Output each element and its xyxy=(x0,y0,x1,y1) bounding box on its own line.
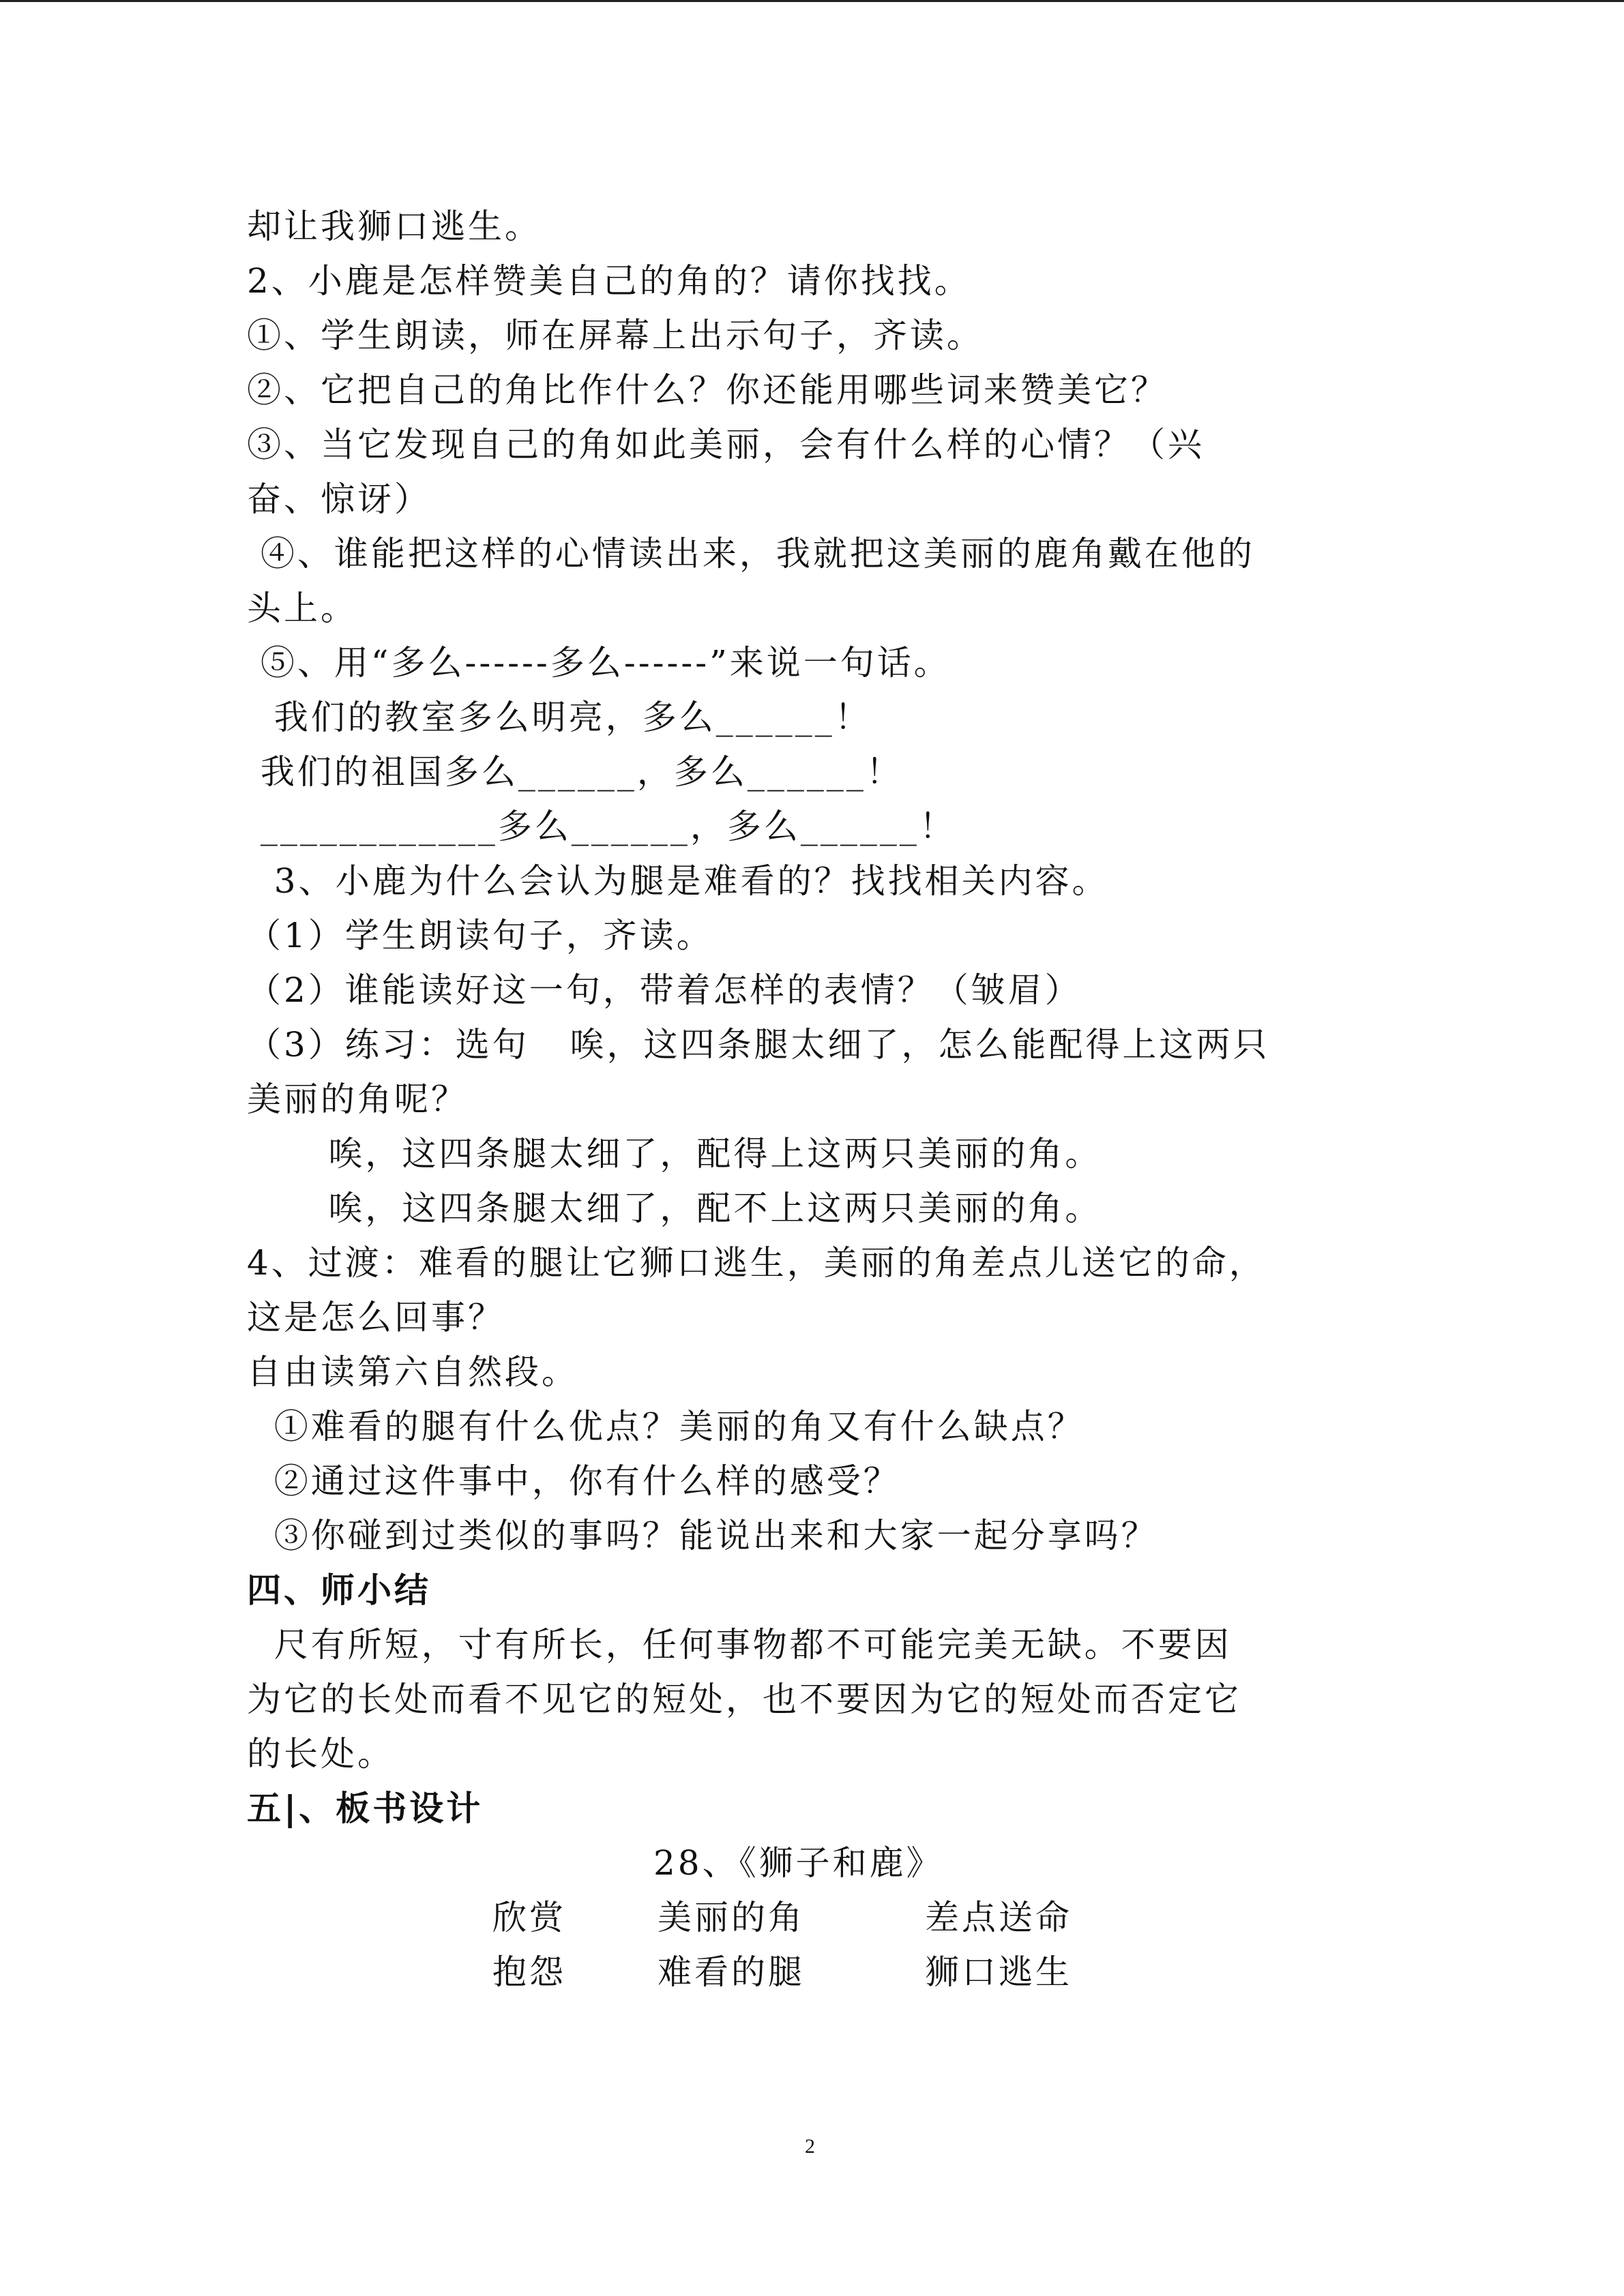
page-top-border xyxy=(0,0,1624,2)
text-line: 自由读第六自然段。 xyxy=(247,1352,578,1392)
text-line: 唉，这四条腿太细了，配不上这两只美丽的角。 xyxy=(247,1189,1102,1228)
text-line: ①难看的腿有什么优点？美丽的角又有什么缺点？ xyxy=(247,1407,1084,1446)
board-title: 28、《狮子和鹿》 xyxy=(653,1843,943,1883)
board-cell: 狮口逃生 xyxy=(925,1952,1072,1992)
text-line: ②通过这件事中，你有什么样的感受？ xyxy=(247,1461,900,1501)
text-line: （1）学生朗读句子，齐读。 xyxy=(247,916,713,955)
summary-text-line: 为它的长处而看不见它的短处，也不要因为它的短处而否定它 xyxy=(247,1680,1241,1719)
text-line: 我们的祖国多么______，多么______！ xyxy=(247,752,903,792)
text-line: ____________多么______，多么______！ xyxy=(247,807,956,846)
board-cell: 差点送命 xyxy=(925,1898,1072,1937)
text-line: 唉，这四条腿太细了，配得上这两只美丽的角。 xyxy=(247,1134,1102,1174)
text-line: 却让我狮口逃生。 xyxy=(247,207,542,246)
text-line: ②、它把自己的角比作什么？你还能用哪些词来赞美它？ xyxy=(247,370,1168,410)
text-line: 奋、惊讶） xyxy=(247,479,431,519)
summary-text-line: 尺有所短，寸有所长，任何事物都不可能完美无缺。不要因 xyxy=(247,1625,1232,1665)
text-line: 我们的教室多么明亮，多么______！ xyxy=(247,698,872,737)
text-line: ③你碰到过类似的事吗？能说出来和大家一起分享吗？ xyxy=(247,1516,1158,1555)
text-line: （3）练习：选句 唉，这四条腿太细了，怎么能配得上这两只 xyxy=(247,1025,1270,1064)
text-line: 头上。 xyxy=(247,588,357,628)
text-line: ③、当它发现自己的角如此美丽，会有什么样的心情？（兴 xyxy=(247,425,1205,464)
section-heading-board-design: 五|、板书设计 xyxy=(247,1789,484,1828)
text-line: （2）谁能读好这一句，带着怎样的表情？（皱眉） xyxy=(247,970,1082,1010)
page-number: 2 xyxy=(805,2135,815,2158)
board-cell: 美丽的角 xyxy=(658,1898,805,1937)
text-line: 美丽的角呢？ xyxy=(247,1079,468,1119)
text-line: 这是怎么回事？ xyxy=(247,1298,505,1337)
text-line: 2、小鹿是怎样赞美自己的角的？请你找找。 xyxy=(247,261,971,301)
summary-text-line: 的长处。 xyxy=(247,1734,394,1774)
section-heading-summary: 四、师小结 xyxy=(247,1570,431,1610)
board-cell: 难看的腿 xyxy=(658,1952,805,1992)
text-line: ①、学生朗读，师在屏幕上出示句子，齐读。 xyxy=(247,316,984,355)
text-line: 3、小鹿为什么会认为腿是难看的？找找相关内容。 xyxy=(247,861,1109,901)
text-line: ⑤、用“多么------多么------”来说一句话。 xyxy=(247,643,951,683)
board-cell: 欣赏 xyxy=(492,1898,566,1937)
text-line: ④、谁能把这样的心情读出来，我就把这美丽的鹿角戴在他的 xyxy=(247,534,1255,573)
text-line: 4、过渡：难看的腿让它狮口逃生，美丽的角差点儿送它的命， xyxy=(247,1243,1266,1283)
board-cell: 抱怨 xyxy=(492,1952,566,1992)
